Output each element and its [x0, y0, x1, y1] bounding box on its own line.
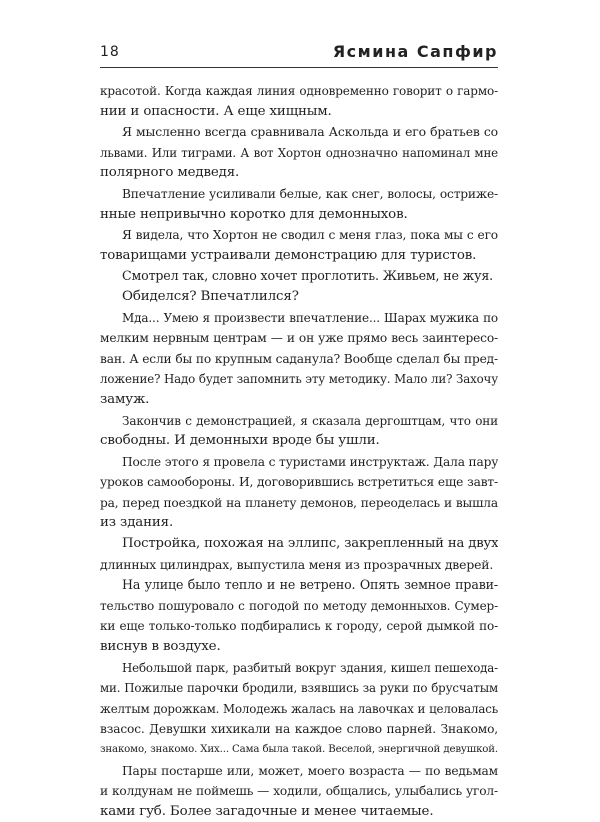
text-line: ки еще только-только подбирались к городу, серой дымкой по-: [100, 619, 498, 634]
header-author: Ясмина Сапфир: [332, 42, 498, 61]
text-line: Постройка, похожая на эллипс, закрепленный на двух: [122, 536, 498, 552]
text-line: ложение? Надо будет запомнить эту методику. Мало ли? Захочу: [100, 372, 498, 387]
text-line: красотой. Когда каждая линия одновременно говорит о гармо-: [100, 84, 498, 98]
text-line: виснув в воздухе.: [100, 639, 221, 655]
text-line: тельство пошуровало с погодой по методу демонныхов. Сумер-: [100, 598, 498, 613]
text-line: мелким нервным центрам — и он уже прямо весь заинтересо-: [100, 331, 498, 346]
text-line: Пары постарше или, может, моего возраста — по ведьмам: [122, 763, 498, 778]
text-line: После этого я провела с туристами инструктаж. Дала пару: [122, 454, 498, 469]
text-line: полярного медведя.: [100, 165, 240, 181]
text-body: [100, 81, 498, 822]
text-line: длинных цилиндрах, выпустила меня из прозрачных дверей.: [100, 556, 494, 572]
text-line: желтым дорожкам. Молодежь жалась на лавочках и целовалась: [100, 701, 498, 716]
text-line: из здания.: [100, 515, 174, 531]
text-line: и колдунам не поймешь — ходили, общались, улыбались угол-: [100, 784, 498, 799]
text-line: ками губ. Более загадочные и менее читаемые.: [100, 803, 434, 819]
text-line: замуж.: [100, 391, 150, 407]
text-line: Обиделся? Впечатлился?: [122, 288, 299, 304]
text-line: знакомо, знакомо. Хих... Сама была такой. Веселой, энергичной девушкой.: [100, 744, 498, 755]
text-line: Небольшой парк, разбитый вокруг здания, кишел пешехода-: [122, 660, 498, 675]
text-line: львами. Или тиграми. А вот Хортон однозначно напоминал мне: [100, 145, 498, 160]
text-line: ра, перед поездкой на планету демонов, переоделась и вышла: [100, 495, 498, 510]
page-number: 18: [100, 44, 120, 60]
text-line: свободны. И демонныхи вроде бы ушли.: [100, 433, 380, 449]
text-line: Я мысленно всегда сравнивала Аскольда и его братьев со: [122, 124, 498, 140]
running-head: [100, 40, 498, 70]
text-line: взасос. Девушки хихикали на каждое слово парней. Знакомо,: [100, 722, 498, 737]
text-line: Впечатление усиливали белые, как снег, волосы, остриже-: [122, 186, 498, 201]
text-line: товарищами устраивали демонстрацию для туристов.: [100, 247, 477, 263]
text-line: уроков самообороны. И, договорившись встретиться еще завт-: [100, 475, 498, 490]
text-line: Закончив с демонстрацией, я сказала дергоштцам, что они: [122, 413, 498, 428]
text-line: ми. Пожилые парочки бродили, взявшись за руки по брусчатым: [100, 681, 498, 696]
header-rule: [100, 67, 498, 68]
text-line: нии и опасности. А еще хищным.: [100, 103, 332, 119]
text-line: Смотрел так, словно хочет проглотить. Живьем, не жуя.: [122, 268, 493, 284]
text-line: На улице было тепло и не ветрено. Опять земное прави-: [122, 577, 498, 593]
text-line: Я видела, что Хортон не сводил с меня глаз, пока мы с его: [122, 228, 498, 243]
text-line: Мда... Умею я произвести впечатление... Шарах мужика по: [122, 310, 498, 325]
text-line: нные непривычно коротко для демонныхов.: [100, 206, 408, 222]
text-line: ван. А если бы по крупным саданула? Вообще сделал бы пред-: [100, 351, 498, 366]
